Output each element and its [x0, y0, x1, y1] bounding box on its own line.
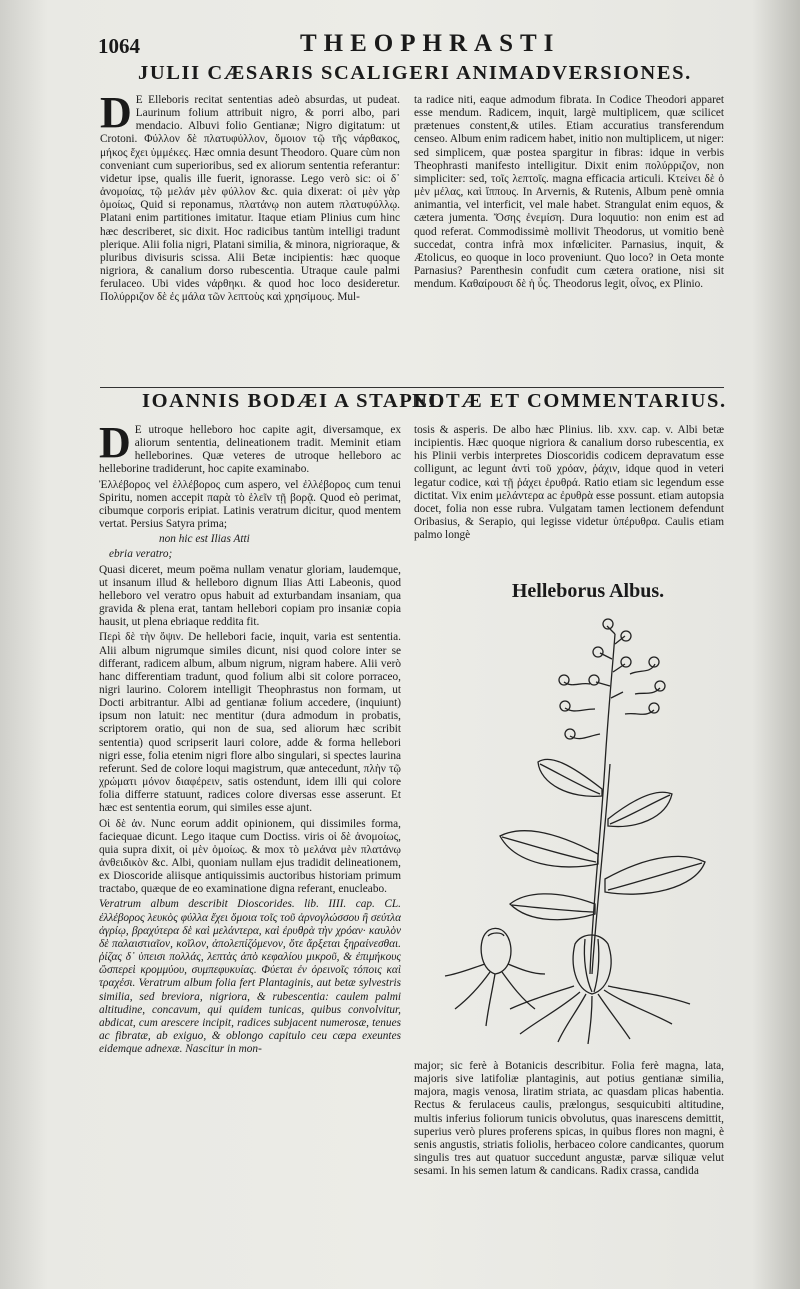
scaliger-left-text: E Elleboris recitat sententias adeò absurdas, ut pudeat. Laurinum folium attribuit nigro, & porri albo, pari mendacio. Albuvi folio Gentianæ; Nigro digitatum: ut Crotoni. Φύλλον δὲ πλατυφύλλον, ὅμοιον τῷ τῆς νάρθακος, μήκος ἔχει ὑμμέκες. Hæc omnia desunt Theodoro. Quare cùm non conveniant cum superioribus, sed ex aliorum sententia referantur: videtur ipse, qualis ille fuerit, ignorasse. Lego verò sic: οἱ δ᾽ ἀνομοίας, τῷ μελάν μὲν φύλλον &c. quia dixerat: οἱ μὲν γὰρ ὁμοίως, Quid si reponamus, πλατάνῳ non autem πλατυφύλλῳ. Platani enim partitiones imitatur. Itaque etiam Plinius cum hinc hæc describeret, sic dixit. Hoc radicibus tantùm intelligi tradunt plerique. Alii folia nigri, Platani similia, & minora, nigrioraque, & pluribus divisuris scissa. Alii Betæ incipientis: hæc quoque nigriora, & canalium dorso rubescentia. Utraque caule palmi ferulaceo. Ubi vides νάρθηκι. & quod hoc loco desideretur. Πολύρριζον δὲ ἐς μάλα τῶν λεπτοὺς καὶ χρησίμους. Mul-	[100, 94, 400, 304]
persius-verse-1: non hic est Ilias Atti	[159, 533, 250, 546]
bodaeus-right-column	[414, 424, 724, 574]
helleborus-albus-illustration	[440, 614, 730, 1044]
bodaeus-left-p4: Περὶ δὲ τὴν ὄψιν. De hellebori facie, inquit, varia est sententia. Alii album nigrumque similes dicunt, nisi quod colore inter se differant, radicem album, album nigrum, nigram habere. Alii verò hanc differentiam tradunt, quod folium albi sit colore porraceo, nigri laurino. Colorem intelligit Theophrastus non formam, ut Docti arbitrantur. Albi ad gentianæ folium accedere, (inquiunt) ipsum non latuit: nec mentitur (dura admodum in probatis, scriptorem oratio, qui non de sua, sed aliorum hæc scribit sententia) quod scripserit lauri colore, adde & forma hellebori nigri esse, folia etenim nigri flore albo singulari, si spectes laurina referunt. Sed de colore loqui magistrum, quæ antecedunt, πλὴν τῷ χρώματι μόνον διαφέρειν, satis ostendunt, idem illi qui colore folia differre statuunt, radices colore diversas esse asserunt. Et hæc est sententia eorum, qui similes esse ajunt.	[99, 631, 401, 815]
bodaeus-title-left: IOANNIS BODÆI A STAPEL	[142, 390, 444, 412]
bodaeus-dropcap: D	[99, 424, 131, 467]
page-number: 1064	[98, 34, 140, 58]
scaliger-right-text: ta radice niti, eaque admodum fibrata. In Codice Theodori apparet esse mendum. Radicem, inquit, largè multiplicem, quæ scilicet prætenues constent,& utiles. Etiam accuratius transferendum censeo. Album enim radicem habet, initio non multiplicem, ut niger: sed simplicem, quæ postea spargitur in fibras: idque in verbis Theophrasti manifesto intelligitur. Dixit enim πολύρριζον, non simpliciter: sed, τοῖς λεπτοῖς. magna efficacia articuli. Κτείνει δὲ ὁ μὲν μέλας, καὶ ἵππους. In Arvernis, & Rutenis, Album penè omnia animantia, vel interficit, vel male habet. Strangulat enim equos, & cætera jumenta. Ὄσης ἐνεμίση. Dura loquutio: non enim est ad quod referat. Commodissimè mollivit Theodorus, ut vomitio benè succedat, contra infrà mox infœliciter. Parnasius, inquit, & Ætolicus, eo quoque in loco proveniunt. Quo loco? in Oeta monte Parnasius? Parenthesin confudit cum cætera oratione, nisi sit mendum. Καθαίρουσι δὲ ἡ ὗς. Theodorus legit, οἶνος, ex Plinio.	[414, 94, 724, 291]
bodaeus-right-text: tosis & asperis. De albo hæc Plinius. lib. xxv. cap. v. Albi betæ incipientis. Hæc quoque nigriora & canalium dorso rubescentia, ex his Plinii verbis interpretes Dioscoridis codicem depravatum esse colligunt, ac legunt ἀντὶ τοῦ χρόαν, ῥάχιν, idque quod in veteri legatur codice, καὶ τῇ ῥάχει ἐρυθρά. Ratio etiam sic legendum esse dictitat. Vix enim μελάντερα ac ἐρυθρὰ esse possunt. etiam autopsia docet, folia non esse rubra. Vulgatam tamen lectionem defendunt Oribasius, & Serapio, qui legisse videtur ὑπέρυθρα. Caulis etiam palmo longè	[414, 424, 724, 542]
bodaeus-left-p5: Οἱ δὲ ἀν. Nunc eorum addit opinionem, qui dissimiles forma, faciequae dicunt. Lego itaque cum Doctiss. viris οἱ δὲ ἀνομοίως, quia supra dixit, οἱ μὲν ὁμοίως. & mox τὸ μελάνα μὲν πλατάνῳ ἀνθειδικὸν &c. Albi, quoniam nullam ejus tradidit delineationem, ex Dioscoride aliisque antiquissimis auctoribus historiam primum tractabo, quæque de eo examinatione digna referant, enucleabo.	[99, 817, 401, 896]
scaliger-left-column	[100, 94, 400, 376]
bodaeus-left-p1: E utroque helleboro hoc capite agit, diversamque, ex aliorum sententia, delineationem tradit. Meminit etiam helleborines. Quæ veteres de utroque helleboro ac helleborine tradiderunt, hoc capite examinabo.	[99, 424, 401, 476]
running-head: THEOPHRASTI	[300, 30, 561, 57]
bodaeus-bottom-right-text: major; sic ferè à Botanicis describitur. Folia ferè magna, lata, majoris sive latifoliæ plantaginis, aut potius gentianæ similia, majora, magis venosa, liratim striata, ac quasdam plicas habentia. Rectus & ferulaceus caulis, prælongus, sesquicubiti altitudine, multis inferius foliorum tunicis obvolutus, quas inarescens demittit, superius verò plures proferens spicas, in quibus flores non magni, è senis angustis, striatis foliolis, herbaceo colore candicantes, quorum singulis tres aut quatuor succedunt angustæ, parvæ siliquæ velut sesami. In his semen latum & candicans. Radix crassa, candida	[414, 1060, 724, 1178]
bodaeus-left-column	[99, 424, 401, 1199]
bodaeus-left-p6: Veratrum album describit Dioscorides. lib. IIII. cap. CL. ἐλλέβορος λευκὸς φύλλα ἔχει ὅμοια τοῖς τοῦ ἀρνογλώσσου ἢ σεύτλα ἀγρίῳ, βραχύτερα δὲ καὶ μελάντερα, καὶ ἐρυθρὰ τὴν χρόαν· καυλὸν δὲ παλαιστιαῖον, κοῖλον, ἀπολεπίζόμενον, ὅτε ἄρξεται ξηραίνεσθαι. ῥίζας δ᾽ ὑπεισι πολλάς, λεπτὰς ἀπὸ κεφαλίου μικροῦ, & ἐπιμήκους ὥσπερεὶ κρομμύου, συμπεφυκυίας. Φύεται ἐν ὀρεινοῖς τόποις καὶ τραχέσι. Veratrum album folia fert Plantaginis, aut betæ sylvestris similia, sed breviora, nigriora, & rubescentia: caulem palmi altitudine, concavum, qui quidem tunicas, quibus convolvitur, abdicat, cum arescere incipit, radices subjacent numerosæ, tenues ac fibratæ, ab exiguo, & oblongo capitulo ceu cæpa exeuntes eidemque adnexæ. Nascitur in mon-	[99, 898, 401, 1056]
persius-verse-2: ebria veratro;	[109, 548, 173, 561]
bodaeus-bottom-right-column	[414, 1060, 724, 1210]
figure-caption: Helleborus Albus.	[511, 580, 665, 602]
bodaeus-title-right: NOTÆ ET COMMENTARIUS.	[412, 390, 727, 412]
section-rule	[100, 387, 724, 388]
scaliger-dropcap: D	[100, 94, 132, 137]
bodaeus-left-p3: Quasi diceret, meum poëma nullam venatur gloriam, laudemque, ut insanum illud & helleboro dignum Ilias Atti Labeonis, quod helleboro vel veratro opus habuit ad exturbandam insaniam, qua gravida & plena erat, tantam hellebori copiam pro insaniæ copia hausit, ut plena ebriaque reddita fit.	[99, 563, 401, 629]
bodaeus-left-p2: Ἐλλέβορος vel ἑλλέβορος cum aspero, vel ἐλλέβορος cum tenui Spiritu, nomen accepit παρὰ τὸ ἑλεῖν τῇ βορᾷ. Quod eò perimat, cibumque corporis eripiat. Latinis veratrum dicitur, quod mentem vertat. Persius Satyra prima;	[99, 478, 401, 531]
scaliger-title: JULII CÆSARIS SCALIGERI ANIMADVERSIONES.	[138, 62, 692, 84]
scaliger-right-column	[414, 94, 724, 376]
